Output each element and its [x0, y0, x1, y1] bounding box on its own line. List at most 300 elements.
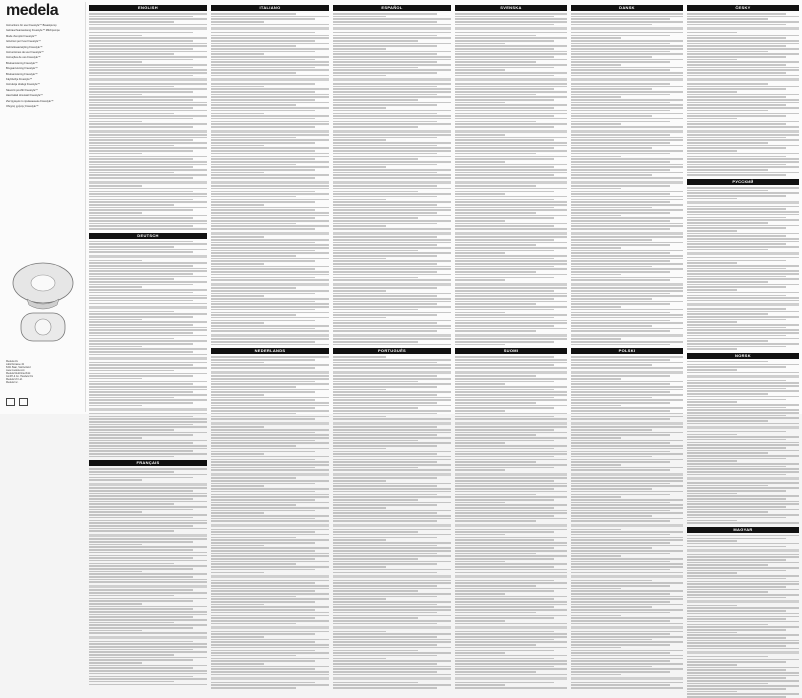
text-line — [455, 94, 536, 96]
text-line — [455, 32, 567, 34]
text-line — [571, 633, 670, 635]
text-line — [571, 515, 652, 517]
text-line — [89, 606, 207, 608]
section-header: FRANÇAIS — [89, 460, 207, 466]
text-line — [89, 474, 207, 476]
text-line — [211, 217, 315, 219]
text-line — [571, 480, 683, 482]
address-line: www.medela.com — [6, 369, 25, 372]
text-line — [89, 169, 207, 171]
text-line — [333, 515, 451, 517]
text-line — [89, 471, 174, 473]
text-line — [89, 432, 207, 434]
text-line — [333, 137, 437, 139]
text-line — [571, 142, 670, 144]
text-line — [333, 64, 451, 66]
text-line — [455, 172, 567, 174]
text-line — [211, 40, 315, 42]
text-line — [89, 340, 207, 342]
text-line — [571, 45, 683, 47]
text-line — [571, 204, 683, 206]
text-line — [333, 209, 451, 211]
text-line — [455, 201, 567, 203]
text-line — [211, 687, 296, 689]
text-line — [687, 67, 799, 69]
text-line — [211, 244, 329, 246]
text-line — [571, 529, 621, 531]
text-line — [89, 209, 193, 211]
text-line — [333, 633, 451, 635]
text-line — [571, 639, 652, 641]
text-line — [687, 265, 799, 267]
text-line — [571, 402, 670, 404]
text-line — [571, 666, 652, 668]
text-line — [571, 139, 683, 141]
text-line — [571, 134, 670, 136]
text-line — [455, 199, 554, 201]
subsection-bar — [333, 334, 451, 337]
text-line — [211, 338, 329, 340]
text-line — [571, 537, 683, 539]
section-header: РУССКИЙ — [687, 179, 799, 185]
text-line — [455, 298, 554, 300]
text-line — [571, 191, 683, 193]
text-line — [571, 601, 670, 603]
text-line — [333, 378, 451, 380]
text-line — [571, 485, 683, 487]
text-line — [571, 263, 683, 265]
text-line — [211, 499, 315, 501]
subsection-bar — [333, 283, 451, 286]
text-line — [455, 399, 567, 401]
text-line — [211, 558, 315, 560]
text-line — [89, 115, 207, 117]
text-line — [333, 96, 451, 98]
text-line — [89, 375, 193, 377]
text-line — [211, 279, 329, 281]
text-line — [455, 585, 536, 587]
text-line — [455, 407, 554, 409]
section-header: MAGYAR — [687, 527, 799, 533]
text-line — [333, 94, 437, 96]
text-line — [89, 627, 193, 629]
subsection-bar — [211, 524, 329, 527]
text-line — [687, 156, 786, 158]
text-line — [211, 64, 329, 66]
text-line — [687, 490, 786, 492]
text-line — [89, 624, 207, 626]
text-line — [333, 338, 451, 340]
text-line — [211, 461, 329, 463]
text-line — [211, 378, 329, 380]
text-line — [333, 563, 437, 565]
text-line — [455, 260, 567, 262]
text-line — [571, 367, 683, 369]
text-line — [455, 566, 554, 568]
text-line — [687, 412, 799, 414]
text-column-5 — [571, 2, 683, 412]
text-line — [211, 102, 329, 104]
text-line — [455, 604, 567, 606]
text-line — [571, 362, 683, 364]
text-line — [571, 18, 670, 20]
text-line — [333, 356, 386, 358]
text-line — [571, 314, 683, 316]
text-line — [211, 596, 296, 598]
text-line — [89, 598, 207, 600]
language-title: Gebruiksaanwijzing Freestyle™ — [6, 45, 43, 49]
text-line — [89, 563, 174, 565]
text-line — [687, 624, 768, 626]
text-line — [89, 212, 142, 214]
text-line — [455, 418, 567, 420]
text-line — [211, 534, 329, 536]
text-line — [211, 381, 315, 383]
text-line — [571, 252, 670, 254]
text-line — [687, 113, 799, 115]
text-line — [333, 266, 451, 268]
text-line — [89, 530, 174, 532]
subsection-bar — [333, 78, 451, 81]
text-line — [89, 185, 142, 187]
text-line — [89, 579, 207, 581]
subsection-bar — [89, 306, 207, 309]
text-line — [89, 262, 207, 264]
text-line — [89, 118, 193, 120]
text-line — [687, 675, 799, 677]
text-line — [211, 572, 264, 574]
text-line — [333, 228, 451, 230]
text-line — [333, 13, 437, 15]
text-line — [211, 666, 329, 668]
text-line — [89, 123, 207, 125]
text-line — [571, 32, 683, 34]
language-title: Bruksanvisning Freestyle™ — [6, 72, 38, 76]
text-line — [333, 604, 437, 606]
text-line — [89, 649, 193, 651]
text-line — [211, 75, 329, 77]
text-line — [333, 647, 451, 649]
text-line — [455, 617, 554, 619]
text-line — [211, 413, 296, 415]
text-line — [455, 515, 554, 517]
text-line — [571, 236, 683, 238]
section-header: NEDERLANDS — [211, 348, 329, 354]
text-line — [455, 477, 567, 479]
text-line — [333, 48, 386, 50]
text-line — [333, 169, 451, 171]
text-line — [211, 631, 329, 633]
text-line — [211, 598, 329, 600]
text-line — [687, 420, 768, 422]
subsection-bar — [687, 549, 799, 552]
section-header: DEUTSCH — [89, 233, 207, 239]
text-line — [89, 421, 207, 423]
text-line — [89, 568, 193, 570]
text-line — [333, 199, 386, 201]
text-line — [571, 572, 683, 574]
text-line — [687, 656, 768, 658]
text-line — [455, 410, 505, 412]
text-line — [89, 343, 193, 345]
text-line — [687, 297, 799, 299]
text-line — [333, 24, 451, 26]
text-line — [211, 37, 329, 39]
text-line — [89, 678, 207, 680]
text-line — [455, 301, 567, 303]
text-line — [333, 623, 437, 625]
text-line — [571, 150, 683, 152]
text-line — [571, 59, 683, 61]
text-line — [571, 75, 683, 77]
text-line — [455, 330, 536, 332]
text-line — [571, 437, 621, 439]
text-line — [687, 91, 737, 93]
text-line — [211, 623, 296, 625]
text-line — [89, 509, 193, 511]
text-line — [333, 399, 451, 401]
text-line — [455, 59, 567, 61]
text-line — [455, 682, 554, 684]
text-line — [211, 298, 329, 300]
text-column-2 — [211, 2, 329, 412]
text-line — [333, 609, 451, 611]
text-line — [687, 268, 786, 270]
language-title: Instructions for use Freestyle™ Breastpump — [6, 24, 57, 27]
text-line — [211, 185, 329, 187]
text-line — [211, 485, 264, 487]
text-line — [455, 83, 567, 85]
text-line — [333, 279, 451, 281]
text-line — [333, 480, 386, 482]
text-line — [687, 458, 786, 460]
text-line — [687, 107, 799, 109]
text-line — [455, 375, 536, 377]
text-line — [89, 110, 207, 112]
text-line — [89, 75, 193, 77]
text-line — [687, 18, 768, 20]
text-line — [687, 164, 786, 166]
text-line — [211, 367, 315, 369]
text-line — [333, 658, 386, 660]
text-line — [211, 118, 315, 120]
text-line — [211, 426, 264, 428]
text-line — [89, 113, 174, 115]
text-line — [333, 469, 451, 471]
text-line — [687, 230, 737, 232]
text-line — [211, 580, 329, 582]
text-line — [211, 209, 315, 211]
text-line — [455, 223, 567, 225]
text-line — [687, 284, 799, 286]
text-line — [333, 639, 451, 641]
text-line — [687, 64, 786, 66]
text-line — [687, 214, 799, 216]
text-line — [571, 169, 670, 171]
text-line — [89, 166, 193, 168]
text-line — [455, 580, 554, 582]
text-line — [687, 139, 799, 141]
text-line — [211, 145, 264, 147]
text-line — [211, 391, 315, 393]
text-line — [211, 682, 315, 684]
text-line — [687, 409, 799, 411]
text-line — [211, 169, 315, 171]
text-line — [455, 440, 554, 442]
text-line — [687, 385, 799, 387]
text-line — [687, 161, 799, 163]
text-line — [571, 16, 683, 18]
subsection-bar — [571, 334, 683, 337]
text-line — [333, 598, 386, 600]
text-line — [333, 682, 418, 684]
text-line — [687, 498, 786, 500]
text-line — [211, 314, 296, 316]
text-line — [687, 121, 799, 123]
text-line — [455, 107, 554, 109]
text-line — [571, 464, 621, 466]
text-line — [333, 582, 451, 584]
text-line — [687, 190, 768, 192]
text-line — [211, 228, 315, 230]
text-line — [333, 615, 451, 617]
text-line — [571, 617, 683, 619]
text-line — [687, 72, 786, 74]
text-line — [455, 529, 567, 531]
text-line — [571, 453, 683, 455]
text-line — [455, 209, 567, 211]
text-line — [455, 644, 536, 646]
text-line — [455, 134, 505, 136]
text-line — [333, 126, 418, 128]
text-line — [89, 370, 174, 372]
text-line — [211, 383, 329, 385]
subsection-bar — [687, 426, 799, 429]
subsection-bar — [333, 27, 451, 30]
text-line — [89, 64, 207, 66]
text-line — [571, 488, 652, 490]
text-line — [211, 477, 296, 479]
text-line — [571, 102, 670, 104]
text-line — [211, 647, 329, 649]
text-line — [455, 391, 567, 393]
text-line — [333, 250, 418, 252]
symbol-row — [6, 398, 28, 406]
text-line — [571, 215, 621, 217]
text-line — [333, 255, 437, 257]
subsection-bar — [687, 27, 799, 30]
text-line — [571, 512, 683, 514]
text-line — [571, 48, 683, 50]
text-line — [687, 613, 799, 615]
text-line — [571, 51, 670, 53]
text-line — [687, 522, 799, 524]
text-line — [333, 51, 451, 53]
text-line — [211, 615, 329, 617]
text-line — [687, 680, 799, 682]
text-line — [89, 544, 142, 546]
text-line — [89, 681, 174, 683]
text-line — [211, 601, 315, 603]
text-line — [571, 364, 652, 366]
text-line — [211, 201, 315, 203]
text-line — [571, 228, 670, 230]
text-line — [571, 166, 683, 168]
text-line — [571, 309, 683, 311]
text-line — [687, 187, 799, 189]
text-line — [333, 35, 437, 37]
text-line — [333, 86, 437, 88]
subsection-bar — [89, 27, 207, 30]
text-line — [89, 511, 142, 513]
text-line — [211, 375, 329, 377]
text-line — [455, 147, 554, 149]
text-line — [211, 225, 329, 227]
text-line — [455, 518, 567, 520]
text-line — [89, 557, 193, 559]
text-line — [211, 553, 329, 555]
text-line — [687, 51, 768, 53]
text-line — [211, 658, 329, 660]
text-line — [687, 423, 799, 425]
text-line — [211, 362, 264, 364]
text-line — [687, 313, 768, 315]
text-line — [333, 418, 451, 420]
text-line — [333, 188, 451, 190]
text-line — [687, 45, 786, 47]
subsection-bar — [571, 232, 683, 235]
text-line — [89, 424, 193, 426]
text-line — [455, 445, 567, 447]
text-line — [211, 609, 315, 611]
text-line — [687, 669, 786, 671]
text-line — [211, 456, 329, 458]
text-line — [89, 228, 207, 230]
language-title: Instrucciones de uso Freestyle™ — [6, 51, 44, 55]
text-line — [89, 622, 174, 624]
text-line — [89, 158, 193, 160]
text-line — [211, 660, 315, 662]
text-line — [687, 455, 799, 457]
text-line — [211, 467, 315, 469]
text-line — [89, 367, 207, 369]
text-line — [687, 24, 786, 26]
text-line — [455, 43, 505, 45]
text-line — [333, 601, 451, 603]
text-line — [455, 389, 554, 391]
text-line — [211, 496, 329, 498]
text-line — [89, 32, 193, 34]
text-column-1 — [89, 2, 207, 466]
text-line — [687, 436, 799, 438]
text-column-4 — [455, 2, 567, 412]
text-line — [455, 161, 505, 163]
text-line — [687, 514, 799, 516]
text-line — [571, 147, 652, 149]
text-line — [333, 456, 451, 458]
text-line — [687, 485, 768, 487]
text-line — [211, 510, 315, 512]
text-line — [333, 386, 437, 388]
text-line — [687, 452, 768, 454]
text-line — [687, 118, 737, 120]
text-line — [333, 644, 437, 646]
subsection-bar — [455, 626, 567, 629]
text-line — [333, 405, 451, 407]
text-line — [89, 440, 207, 442]
text-line — [89, 646, 207, 648]
text-line — [687, 217, 786, 219]
